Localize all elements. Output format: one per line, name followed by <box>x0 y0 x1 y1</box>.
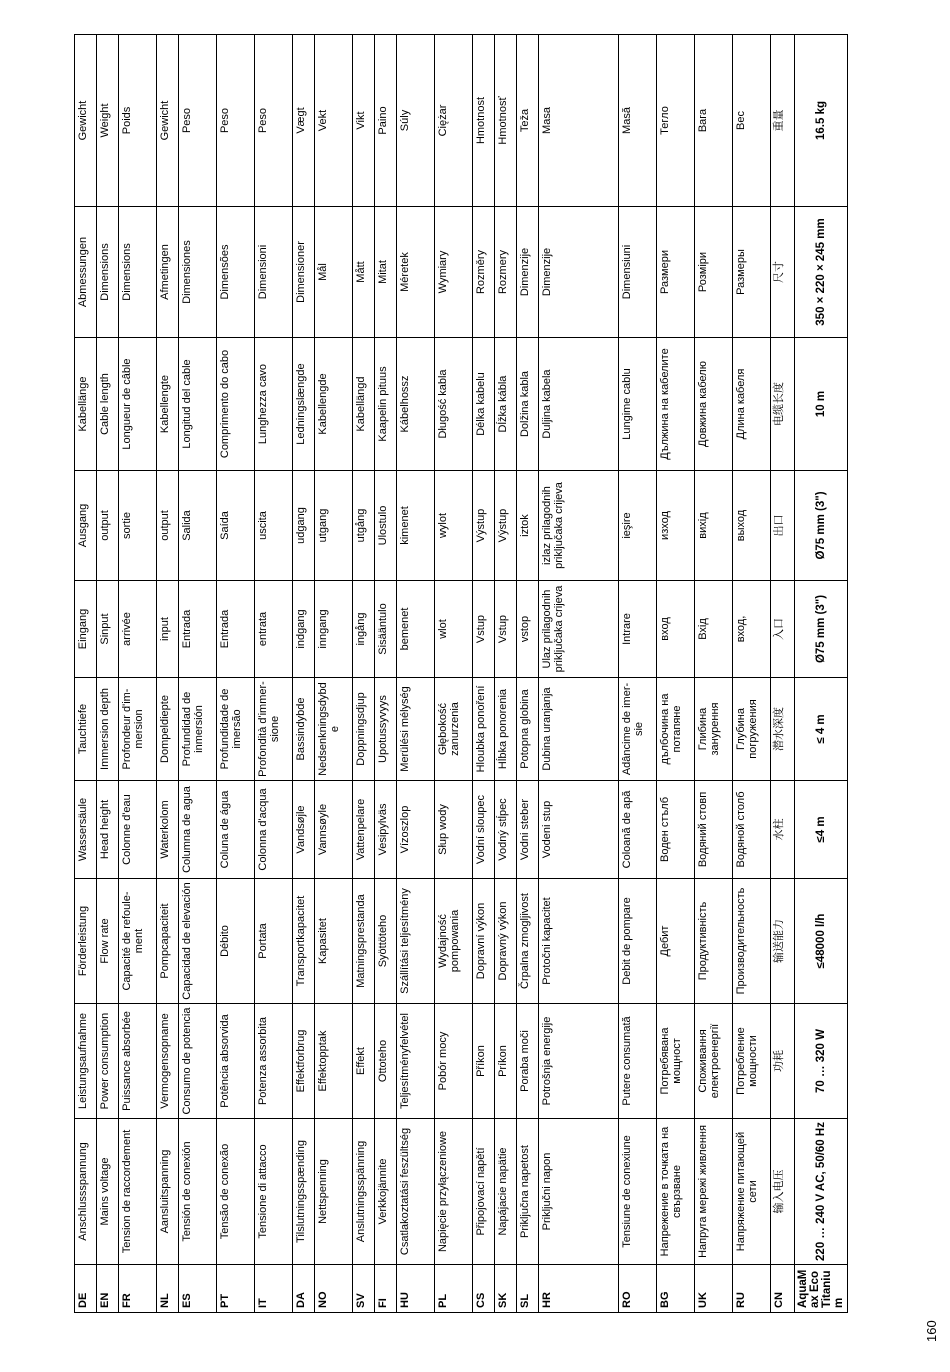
cell-head: Waterkolom <box>157 781 179 879</box>
cell-head: Wassersäule <box>75 781 97 879</box>
cell-cable: Longitud del cable <box>179 338 217 471</box>
cell-weight: Вес <box>733 35 771 207</box>
language-code: SV <box>353 1265 375 1313</box>
cell-outlet: выход <box>733 471 771 581</box>
cell-mains: Anschlussspannung <box>75 1119 97 1265</box>
cell-mains: Csatlakoztatási feszültség <box>397 1119 435 1265</box>
product-spec-row <box>795 35 848 1313</box>
cell-depth: Hĺbka ponorenia <box>495 678 517 781</box>
cell-mains: Tilslutningsspænding <box>293 1119 315 1265</box>
cell-inlet: Ulaz prilagodnih priključaka crijeva <box>539 581 619 678</box>
cell-flow: Wydajność pompowania <box>435 879 473 1004</box>
cell-cable: Kaapelin pituus <box>375 338 397 471</box>
cell-cable: Duljina kabela <box>539 338 619 471</box>
cell-flow: Débito <box>217 879 255 1004</box>
cell-weight: Hmotnosť <box>495 35 517 207</box>
cell-dims: Dimenzije <box>539 207 619 338</box>
cell-depth: Profundidade de imersão <box>217 678 255 781</box>
cell-outlet: вихід <box>695 471 733 581</box>
cell-depth: Hloubka ponoření <box>473 678 495 781</box>
cell-power: Ottoteho <box>375 1004 397 1119</box>
cell-cable: Dĺžka kábla <box>495 338 517 471</box>
cell-head: Vodeni stup <box>539 781 619 879</box>
cell-flow: Kapasitet <box>315 879 353 1004</box>
cell-depth: Immersion depth <box>97 678 119 781</box>
spec-cable: 10 m <box>795 338 848 471</box>
cell-depth: дълбочина на потапяне <box>657 678 695 781</box>
cell-outlet: Salida <box>179 471 217 581</box>
cell-head: Vandsøjle <box>293 781 315 879</box>
cell-cable: Cable length <box>97 338 119 471</box>
language-code: PT <box>217 1265 255 1313</box>
cell-power: Потребление мощности <box>733 1004 771 1119</box>
cell-depth: Merülési mélység <box>397 678 435 781</box>
cell-head: Columna de agua <box>179 781 217 879</box>
table-row <box>179 35 217 1313</box>
language-code: ES <box>179 1265 217 1313</box>
cell-depth: Dubina uranjanja <box>539 678 619 781</box>
cell-head: Colonna d'acqua <box>255 781 293 879</box>
cell-mains: Напруга мережі живлення <box>695 1119 733 1265</box>
cell-mains: Tension de raccordement <box>119 1119 157 1265</box>
cell-head: Водяной столб <box>733 781 771 879</box>
cell-inlet: inngang <box>315 581 353 678</box>
cell-dims: Mått <box>353 207 375 338</box>
cell-outlet: utgång <box>353 471 375 581</box>
cell-dims: Dimensions <box>119 207 157 338</box>
cell-weight: Paino <box>375 35 397 207</box>
cell-outlet: sortie <box>119 471 157 581</box>
language-code: DA <box>293 1265 315 1313</box>
cell-mains: Напряжение питающей сети <box>733 1119 771 1265</box>
cell-inlet: Entrada <box>179 581 217 678</box>
table-row <box>119 35 157 1313</box>
cell-dims: Розміри <box>695 207 733 338</box>
cell-outlet: output <box>157 471 179 581</box>
cell-weight: Vægt <box>293 35 315 207</box>
language-code: NO <box>315 1265 353 1313</box>
cell-cable: Délka kabelu <box>473 338 495 471</box>
cell-power: Putere consumată <box>619 1004 657 1119</box>
cell-inlet: Vstup <box>473 581 495 678</box>
cell-flow: Debit de pompare <box>619 879 657 1004</box>
cell-head: Vodni steber <box>517 781 539 879</box>
table-row <box>315 35 353 1313</box>
cell-outlet: izlaz prilagodnih priključaka crijeva <box>539 471 619 581</box>
language-code: UK <box>695 1265 733 1313</box>
cell-outlet: output <box>97 471 119 581</box>
cell-weight: Poids <box>119 35 157 207</box>
cell-inlet: bemenet <box>397 581 435 678</box>
cell-cable: Longueur de câble <box>119 338 157 471</box>
cell-dims: Dimensioni <box>255 207 293 338</box>
cell-cable: Довжина кабелю <box>695 338 733 471</box>
cell-dims: 尺寸 <box>771 207 795 338</box>
cell-inlet: Eingang <box>75 581 97 678</box>
cell-flow: Portata <box>255 879 293 1004</box>
table-row <box>473 35 495 1313</box>
table-row <box>695 35 733 1313</box>
cell-depth: Profondità d'immersione <box>255 678 293 781</box>
cell-inlet: arrivée <box>119 581 157 678</box>
cell-inlet: vstop <box>517 581 539 678</box>
cell-dims: Dimenzije <box>517 207 539 338</box>
table-row <box>517 35 539 1313</box>
cell-cable: Kabellänge <box>75 338 97 471</box>
cell-mains: Напрежение в точката на свързване <box>657 1119 695 1265</box>
cell-weight: Ciężar <box>435 35 473 207</box>
cell-dims: Dimensiones <box>179 207 217 338</box>
cell-dims: Mitat <box>375 207 397 338</box>
cell-mains: Verkkojännite <box>375 1119 397 1265</box>
cell-depth: Adâncime de imersie <box>619 678 657 781</box>
table-row <box>353 35 375 1313</box>
cell-head: 水柱 <box>771 781 795 879</box>
cell-power: Potência absorvida <box>217 1004 255 1119</box>
cell-flow: Szállítási teljesítmény <box>397 879 435 1004</box>
table-row <box>75 35 97 1313</box>
cell-cable: 电缆长度 <box>771 338 795 471</box>
cell-inlet: Вхід <box>695 581 733 678</box>
cell-flow: Dopravný výkon <box>495 879 517 1004</box>
cell-power: Puissance absorbée <box>119 1004 157 1119</box>
cell-power: Споживання електроенергії <box>695 1004 733 1119</box>
product-name: AquaMax Eco Titanium <box>795 1265 848 1313</box>
page-number: 160 <box>924 1320 939 1342</box>
cell-cable: Dolžina kabla <box>517 338 539 471</box>
cell-power: Príkon <box>495 1004 517 1119</box>
cell-flow: Matningsprestanda <box>353 879 375 1004</box>
cell-outlet: iztok <box>517 471 539 581</box>
language-code: HU <box>397 1265 435 1313</box>
cell-mains: Priključna napetost <box>517 1119 539 1265</box>
table-row <box>539 35 619 1313</box>
cell-weight: Vekt <box>315 35 353 207</box>
technical-data-table <box>74 34 848 1313</box>
cell-mains: Priključni napon <box>539 1119 619 1265</box>
cell-cable: Длина кабеля <box>733 338 771 471</box>
cell-weight: Gewicht <box>75 35 97 207</box>
cell-inlet: Intrare <box>619 581 657 678</box>
cell-head: Coluna de água <box>217 781 255 879</box>
spec-sheet <box>74 35 845 1313</box>
cell-power: Vermogensopname <box>157 1004 179 1119</box>
table-row <box>97 35 119 1313</box>
cell-depth: Tauchtiefe <box>75 678 97 781</box>
cell-cable: Lungime cablu <box>619 338 657 471</box>
cell-outlet: Výstup <box>495 471 517 581</box>
language-code: RO <box>619 1265 657 1313</box>
cell-inlet: Entrada <box>217 581 255 678</box>
cell-depth: Глибина занурення <box>695 678 733 781</box>
cell-power: Potrošnja energije <box>539 1004 619 1119</box>
cell-power: Pobór mocy <box>435 1004 473 1119</box>
spec-weight: 16.5 kg <box>795 35 848 207</box>
table-row <box>657 35 695 1313</box>
cell-power: Poraba moči <box>517 1004 539 1119</box>
cell-outlet: wylot <box>435 471 473 581</box>
cell-mains: Tensiune de conexiune <box>619 1119 657 1265</box>
table-row <box>293 35 315 1313</box>
cell-head: Vattenpelare <box>353 781 375 879</box>
cell-depth: Глубина погружения <box>733 678 771 781</box>
cell-depth: Potopna globina <box>517 678 539 781</box>
cell-power: Příkon <box>473 1004 495 1119</box>
table-row <box>375 35 397 1313</box>
cell-flow: Protočni kapacitet <box>539 879 619 1004</box>
spec-power: 70 … 320 W <box>795 1004 848 1119</box>
cell-mains: Tensão de conexão <box>217 1119 255 1265</box>
spec-dims: 350 × 220 × 245 mm <box>795 207 848 338</box>
cell-inlet: indgang <box>293 581 315 678</box>
language-code: PL <box>435 1265 473 1313</box>
table-row <box>255 35 293 1313</box>
spec-depth: ≤ 4 m <box>795 678 848 781</box>
cell-cable: Comprimento do cabo <box>217 338 255 471</box>
language-code: EN <box>97 1265 119 1313</box>
cell-depth: Bassindybde <box>293 678 315 781</box>
cell-mains: Mains voltage <box>97 1119 119 1265</box>
cell-head: Vodný stĺpec <box>495 781 517 879</box>
cell-depth: Profundidad de inmersión <box>179 678 217 781</box>
spec-head: ≤4 m <box>795 781 848 879</box>
cell-flow: Syöttöteho <box>375 879 397 1004</box>
cell-dims: Размери <box>657 207 695 338</box>
table-row <box>435 35 473 1313</box>
cell-mains: Aansluitspanning <box>157 1119 179 1265</box>
cell-depth: Upotussyvyys <box>375 678 397 781</box>
cell-depth: Nedsenkningsdybd e <box>315 678 353 781</box>
cell-flow: Dopravní výkon <box>473 879 495 1004</box>
cell-outlet: Ulostulo <box>375 471 397 581</box>
cell-weight: Masa <box>539 35 619 207</box>
cell-head: Vannsøyle <box>315 781 353 879</box>
language-code: SL <box>517 1265 539 1313</box>
cell-mains: Napięcie przyłączeniowe <box>435 1119 473 1265</box>
table-row <box>771 35 795 1313</box>
cell-weight: Masă <box>619 35 657 207</box>
cell-mains: Připojovací napětí <box>473 1119 495 1265</box>
language-code: CS <box>473 1265 495 1313</box>
cell-mains: Anslutningsspänning <box>353 1119 375 1265</box>
cell-dims: Dimensões <box>217 207 255 338</box>
language-code: RU <box>733 1265 771 1313</box>
cell-outlet: ieşire <box>619 471 657 581</box>
table-row <box>733 35 771 1313</box>
cell-dims: Rozmery <box>495 207 517 338</box>
table-row <box>397 35 435 1313</box>
cell-power: Потребявана мощност <box>657 1004 695 1119</box>
cell-flow: Дебит <box>657 879 695 1004</box>
cell-flow: Продуктивність <box>695 879 733 1004</box>
cell-weight: Gewicht <box>157 35 179 207</box>
table-row <box>157 35 179 1313</box>
cell-flow: Transportkapacitet <box>293 879 315 1004</box>
spec-inlet: Ø75 mm (3") <box>795 581 848 678</box>
cell-depth: Profondeur d'immersion <box>119 678 157 781</box>
cell-head: Head height <box>97 781 119 879</box>
cell-power: 功耗 <box>771 1004 795 1119</box>
cell-depth: Głębokość zanurzenia <box>435 678 473 781</box>
cell-weight: Тегло <box>657 35 695 207</box>
cell-weight: Vikt <box>353 35 375 207</box>
cell-flow: Črpalna zmogljivost <box>517 879 539 1004</box>
cell-head: Водяний стовп <box>695 781 733 879</box>
cell-cable: Ledningslængde <box>293 338 315 471</box>
cell-mains: Tensione di attacco <box>255 1119 293 1265</box>
cell-weight: Peso <box>255 35 293 207</box>
language-code: BG <box>657 1265 695 1313</box>
cell-depth: Dompeldiepte <box>157 678 179 781</box>
cell-flow: 输送能力 <box>771 879 795 1004</box>
cell-power: Effekt <box>353 1004 375 1119</box>
cell-outlet: utgang <box>315 471 353 581</box>
language-code: DE <box>75 1265 97 1313</box>
cell-head: Vízoszlop <box>397 781 435 879</box>
cell-power: Consumo de potencia <box>179 1004 217 1119</box>
cell-inlet: wlot <box>435 581 473 678</box>
cell-dims: Размеры <box>733 207 771 338</box>
cell-dims: Dimensions <box>97 207 119 338</box>
language-code: CN <box>771 1265 795 1313</box>
cell-head: Воден стълб <box>657 781 695 879</box>
cell-head: Coloană de apă <box>619 781 657 879</box>
cell-cable: Дължина на кабелите <box>657 338 695 471</box>
cell-head: Vodní sloupec <box>473 781 495 879</box>
cell-weight: Peso <box>179 35 217 207</box>
cell-mains: Napájacie napätie <box>495 1119 517 1265</box>
cell-power: Power consumption <box>97 1004 119 1119</box>
cell-inlet: ingång <box>353 581 375 678</box>
cell-inlet: вход <box>657 581 695 678</box>
cell-dims: Mål <box>315 207 353 338</box>
cell-flow: Pompcapaciteit <box>157 879 179 1004</box>
table-row <box>619 35 657 1313</box>
cell-head: Vesipylväs <box>375 781 397 879</box>
cell-dims: Méretek <box>397 207 435 338</box>
cell-dims: Rozměry <box>473 207 495 338</box>
cell-power: Potenza assorbita <box>255 1004 293 1119</box>
language-code: HR <box>539 1265 619 1313</box>
cell-power: Effektforbrug <box>293 1004 315 1119</box>
spec-outlet: Ø75 mm (3") <box>795 471 848 581</box>
cell-inlet: Sisääntulo <box>375 581 397 678</box>
cell-inlet: input <box>157 581 179 678</box>
cell-weight: Teža <box>517 35 539 207</box>
cell-inlet: 入口 <box>771 581 795 678</box>
language-code: IT <box>255 1265 293 1313</box>
cell-weight: Вага <box>695 35 733 207</box>
cell-outlet: uscita <box>255 471 293 581</box>
cell-weight: 重量 <box>771 35 795 207</box>
table-row <box>217 35 255 1313</box>
cell-outlet: kimenet <box>397 471 435 581</box>
cell-mains: 输入电压 <box>771 1119 795 1265</box>
cell-flow: Производительность <box>733 879 771 1004</box>
cell-weight: Weight <box>97 35 119 207</box>
cell-inlet: entrata <box>255 581 293 678</box>
cell-depth: 潜水深度 <box>771 678 795 781</box>
cell-head: Colonne d'eau <box>119 781 157 879</box>
cell-outlet: Saída <box>217 471 255 581</box>
cell-weight: Hmotnost <box>473 35 495 207</box>
cell-cable: Kábelhossz <box>397 338 435 471</box>
language-code: FI <box>375 1265 397 1313</box>
table-row <box>495 35 517 1313</box>
cell-flow: Förderleistung <box>75 879 97 1004</box>
cell-flow: Flow rate <box>97 879 119 1004</box>
cell-outlet: udgang <box>293 471 315 581</box>
cell-outlet: Ausgang <box>75 471 97 581</box>
cell-head: Słup wody <box>435 781 473 879</box>
cell-outlet: 出口 <box>771 471 795 581</box>
cell-inlet: вход, <box>733 581 771 678</box>
cell-cable: Kabellengte <box>157 338 179 471</box>
cell-mains: Nettspenning <box>315 1119 353 1265</box>
cell-dims: Dimensiuni <box>619 207 657 338</box>
cell-mains: Tensión de conexión <box>179 1119 217 1265</box>
cell-inlet: Sinput <box>97 581 119 678</box>
cell-outlet: изход <box>657 471 695 581</box>
cell-depth: Doppningsdjup <box>353 678 375 781</box>
cell-inlet: Vstup <box>495 581 517 678</box>
cell-power: Effektopptak <box>315 1004 353 1119</box>
cell-power: Teljesítményfelvétel <box>397 1004 435 1119</box>
cell-cable: Długość kabla <box>435 338 473 471</box>
cell-cable: Lunghezza cavo <box>255 338 293 471</box>
cell-dims: Wymiary <box>435 207 473 338</box>
cell-flow: Capacidad de elevación <box>179 879 217 1004</box>
cell-dims: Abmessungen <box>75 207 97 338</box>
spec-mains: 220 … 240 V AC, 50/60 Hz <box>795 1119 848 1265</box>
cell-cable: Kabellengde <box>315 338 353 471</box>
cell-dims: Dimensioner <box>293 207 315 338</box>
cell-flow: Capacité de refoulement <box>119 879 157 1004</box>
language-code: NL <box>157 1265 179 1313</box>
cell-cable: Kabellängd <box>353 338 375 471</box>
cell-power: Leistungsaufnahme <box>75 1004 97 1119</box>
cell-outlet: Výstup <box>473 471 495 581</box>
cell-dims: Afmetingen <box>157 207 179 338</box>
language-code: SK <box>495 1265 517 1313</box>
cell-weight: Peso <box>217 35 255 207</box>
cell-weight: Súly <box>397 35 435 207</box>
language-code: FR <box>119 1265 157 1313</box>
spec-flow: ≤48000 l/h <box>795 879 848 1004</box>
